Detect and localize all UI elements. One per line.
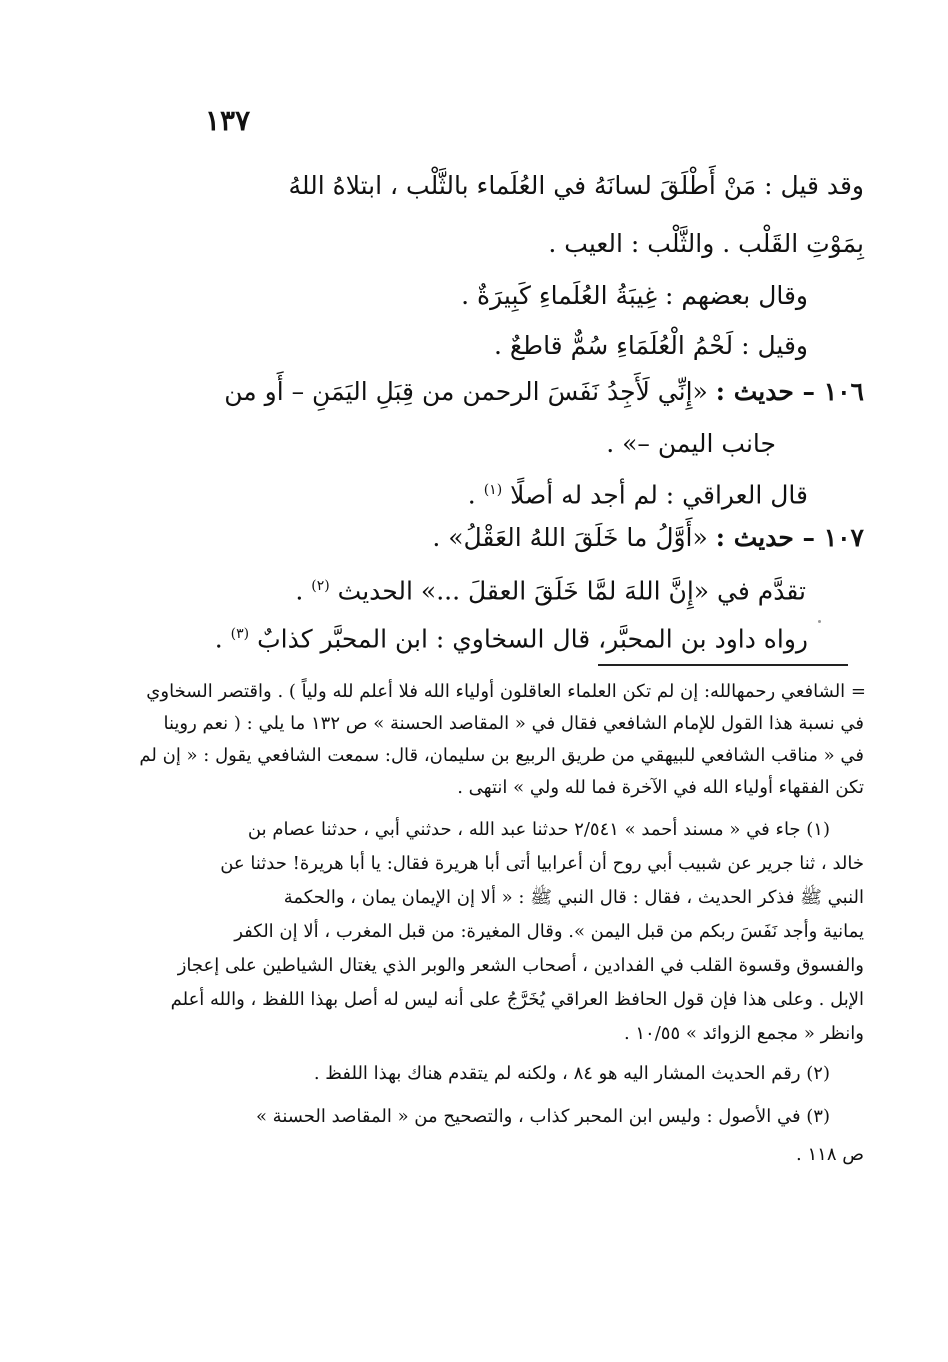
hadith-106-label: ١٠٦ – حديث : [715, 377, 864, 406]
footnote-1-line-1: (١) جاء في « مسند أحمد » ٢/٥٤١ حدثنا عبد الله ، حدثني أبي ، حدثنا عصام بن [247, 819, 830, 840]
footnote-ref-2: (٢) [311, 578, 330, 594]
main-line-10 [215, 614, 808, 659]
hadith-107 [432, 518, 864, 558]
footnote-cont-line-4: تكن الفقهاء أولياء الله في الآخرة فما لله ولي » انتهى . [457, 777, 864, 798]
footnote-1-line-6: الإبل . وعلى هذا فإن قول الحافظ العراقي يُخَرَّجُ على أنه ليس له أصل بهذا اللفظ ، والله أعلم [170, 989, 864, 1010]
main-line-1: وقد قيل : مَنْ أَطْلَقَ لسانَهُ في العُلَماء بالثَّلْب ، ابتلاهُ اللهُ [288, 171, 864, 200]
main-line-10-text: رواه داود بن المحبَّر، قال السخاوي : ابن المحبَّر كذابٌ [257, 624, 808, 654]
main-line-9 [295, 566, 806, 611]
main-line-7-text: قال العراقي : لم أجد له أصلًا [510, 480, 808, 510]
hadith-106-text: «إِنِّي لَأَجِدُ نَفَسَ الرحمن من قِبَلِ اليَمَنِ – أَو من [224, 377, 708, 406]
page-number: ١٣٧ [205, 104, 251, 137]
main-line-9-end: . [295, 576, 304, 606]
main-line-4: وقيل : لَحْمُ الْعُلَمَاءِ سُمٌّ قاطعٌ . [493, 331, 808, 360]
footnote-ref-3: (٣) [230, 626, 250, 642]
footnote-3-line-1: (٣) في الأصول : وليس ابن المحبر كذاب ، والتصحيح من « المقاصد الحسنة » [255, 1106, 830, 1127]
ink-speck [818, 620, 821, 623]
footnote-3-line-2: ص ١١٨ . [796, 1144, 864, 1165]
hadith-107-text: «أَوَّلُ ما خَلَقَ اللهُ العَقْلُ» . [432, 523, 708, 552]
footnote-separator [598, 664, 848, 666]
hadith-107-label: ١٠٧ – حديث : [715, 523, 864, 552]
main-line-6: جانب اليمن –» . [606, 429, 776, 458]
main-line-2: بِمَوْتِ القَلْب . والثَّلْب : العيب . [548, 229, 864, 258]
main-line-10-end: . [214, 624, 223, 654]
main-line-3: وقال بعضهم : غِيبَةُ العُلَماءِ كَبِيرَةٌ . [461, 281, 808, 310]
footnote-1-line-2: خالد ، ثنا جرير عن شبيب أبي روح أن أعرابيا أتى أبا هريرة فقال: يا أبا هريرة! حدثنا عن [220, 853, 864, 874]
footnote-1-line-3: النبي ﷺ فذكر الحديث ، فقال : قال النبي ﷺ : « ألا إن الإيمان يمان ، والحكمة [283, 887, 864, 908]
footnote-1-line-5: والفسوق وقسوة القلب في الفدادين ، أصحاب الشعر والوبر الذي يغتال الشياطين على إعجاز [177, 955, 864, 976]
main-line-9-text: تقدَّم في «إِنَّ اللهَ لمَّا خَلَقَ العقلَ ...» الحديث [337, 576, 806, 606]
hadith-106 [224, 372, 864, 412]
footnote-1-line-7: وانظر « مجمع الزوائد » ١٠/٥٥ . [623, 1023, 864, 1044]
footnote-cont-line-3: في « مناقب الشافعي للبيهقي من طريق الربيع بن سليمان، قال: سمعت الشافعي يقول : « إن لم [139, 745, 864, 766]
footnote-1-line-4: يمانية وأجد نَفَسَ ربكم من قبل اليمن ». وقال المغيرة: من قبل المغرب ، ألا إن الكفر [234, 921, 864, 942]
footnote-2-line-1: (٢) رقم الحديث المشار اليه هو ٨٤ ، ولكنه لم يتقدم هناك بهذا اللفظ . [313, 1063, 830, 1084]
main-line-7-end: . [467, 480, 476, 510]
footnote-cont-line-2: في نسبة هذا القول للإمام الشافعي فقال في « المقاصد الحسنة » ص ١٣٢ ما يلي : ( نعم روينا [163, 713, 864, 734]
footnote-cont-line-1: = الشافعي رحمهالله: إن لم تكن العلماء العاقلون أولياء الله فلا أعلم لله ولياً ) . واقتصر السخاوي [146, 681, 866, 702]
footnote-ref-1: (١) [483, 482, 503, 498]
main-line-7 [468, 470, 808, 515]
